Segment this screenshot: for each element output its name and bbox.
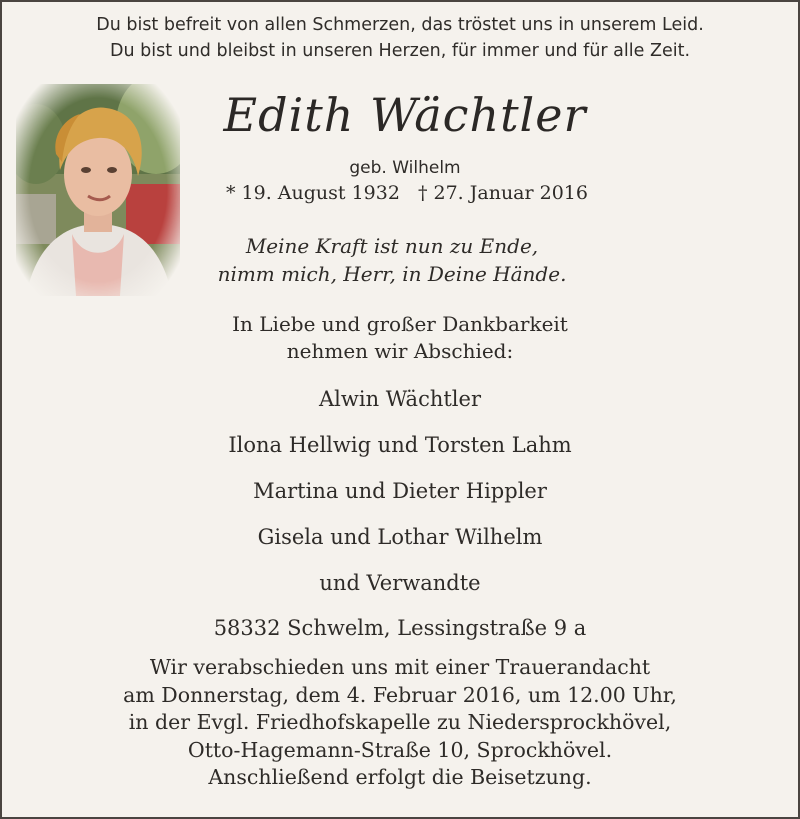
- verse: [2, 12, 798, 64]
- portrait-photo: [16, 84, 180, 296]
- service-line-3: in der Evgl. Friedhofskapelle zu Niedersprockhövel,: [128, 710, 672, 734]
- birth-date: * 19. August 1932: [225, 182, 400, 204]
- address: 58332 Schwelm, Lessingstraße 9 a: [213, 616, 587, 640]
- mourner-name: Gisela und Lothar Wilhelm: [257, 525, 543, 549]
- mourner-name: Ilona Hellwig und Torsten Lahm: [228, 433, 572, 457]
- motto: [192, 232, 592, 288]
- service-line-5: Anschließend erfolgt die Beisetzung.: [208, 765, 592, 789]
- service-line-1: Wir verabschieden uns mit einer Trauerandacht: [149, 655, 651, 679]
- deceased-name: Edith Wächtler: [223, 88, 587, 142]
- service-details: [2, 654, 798, 792]
- mourner-name: Alwin Wächtler: [319, 387, 481, 411]
- mourner-name: und Verwandte: [319, 571, 481, 595]
- mourner-name: Martina und Dieter Hippler: [253, 479, 547, 503]
- motto-line-1: Meine Kraft ist nun zu Ende,: [245, 234, 539, 258]
- service-line-2: am Donnerstag, dem 4. Februar 2016, um 12.00 Uhr,: [123, 682, 677, 707]
- farewell-text: [2, 311, 798, 365]
- death-date: † 27. Januar 2016: [417, 182, 588, 204]
- life-dates: [192, 182, 622, 204]
- maiden-name: geb. Wilhelm: [349, 158, 461, 178]
- service-line-4: Otto-Hagemann-Straße 10, Sprockhövel.: [187, 737, 613, 762]
- verse-line-2: Du bist und bleibst in unseren Herzen, für immer und für alle Zeit.: [109, 41, 691, 61]
- farewell-line-2: nehmen wir Abschied:: [286, 339, 514, 363]
- verse-line-1: Du bist befreit von allen Schmerzen, das tröstet uns in unserem Leid.: [96, 15, 704, 35]
- motto-line-2: nimm mich, Herr, in Deine Hände.: [217, 262, 567, 286]
- farewell-line-1: In Liebe und großer Dankbarkeit: [232, 312, 568, 336]
